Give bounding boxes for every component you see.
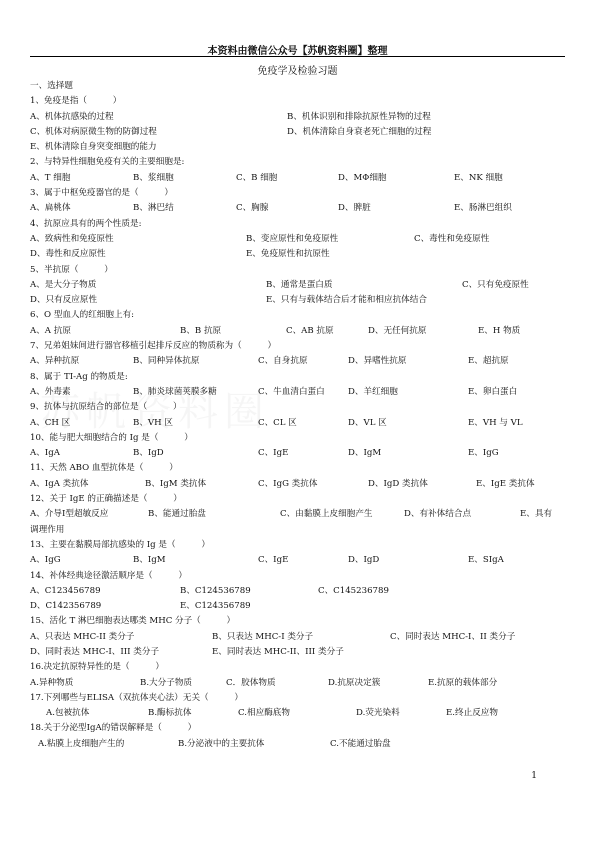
option: C、C145236789	[318, 585, 389, 596]
option: B、浆细胞	[133, 172, 174, 183]
option: B.分泌液中的主要抗体	[178, 738, 265, 749]
question-stem-text: 16.决定抗原特异性的是（ ）	[30, 662, 164, 673]
option: 调理作用	[30, 524, 65, 535]
question-stem-text: 17.下列哪些与ELISA（双抗体夹心法）无关（ ）	[30, 692, 244, 703]
option: C、B 细胞	[236, 172, 278, 183]
option-row	[30, 553, 565, 568]
option: A、机体抗感染的过程	[30, 111, 114, 122]
option: A、IgG	[30, 555, 61, 566]
option: D、异嗜性抗原	[348, 356, 407, 367]
option: E.终止反应物	[446, 708, 498, 719]
option-row	[30, 278, 565, 293]
option: E、免疫原性和抗原性	[246, 249, 330, 260]
question-stem	[30, 431, 565, 446]
question-stem	[30, 492, 565, 507]
option: E、C124356789	[180, 601, 251, 612]
question-stem	[30, 217, 565, 232]
option-row	[30, 201, 565, 216]
option: B、机体识别和排除抗原性异物的过程	[287, 111, 431, 122]
option: C、AB 抗原	[286, 325, 334, 336]
option: B、C124536789	[180, 585, 251, 596]
option: B.大分子物质	[140, 677, 193, 688]
page-title: 免疫学及检验习题	[257, 66, 338, 77]
option: A.粘膜上皮细胞产生的	[38, 738, 125, 749]
option: A、C123456789	[30, 585, 101, 596]
option-row	[30, 247, 565, 262]
header-rule	[30, 56, 565, 57]
option-row	[30, 477, 565, 492]
question-stem	[30, 370, 565, 385]
option: D、脾脏	[338, 203, 371, 214]
option: D、毒性和反应原性	[30, 249, 106, 260]
option: E.抗原的载体部分	[428, 677, 498, 688]
section-heading	[30, 79, 565, 94]
question-stem-text: 8、属于 TI-Ag 的物质是:	[30, 371, 128, 382]
option: B、肺炎球菌荚膜多糖	[133, 386, 217, 397]
option: B、通常是蛋白质	[266, 279, 333, 290]
question-stem	[30, 308, 565, 323]
option: C、由黏膜上皮细胞产生	[280, 509, 373, 520]
option: D、无任何抗原	[368, 325, 427, 336]
option: E、同时表达 MHC-II、III 类分子	[212, 646, 344, 657]
option: E、H 物质	[478, 325, 521, 336]
option: A、只表达 MHC-II 类分子	[30, 631, 135, 642]
option: D.抗原决定簇	[328, 677, 381, 688]
option-row	[30, 385, 565, 400]
option-row	[30, 293, 565, 308]
option: B、同种异体抗原	[133, 356, 200, 367]
question-stem	[30, 339, 565, 354]
question-stem-text: 1、免疫是指（ ）	[30, 96, 122, 107]
option: B、IgD	[133, 448, 164, 459]
question-stem	[30, 614, 565, 629]
option: E、具有	[520, 509, 553, 520]
option: D、同时表达 MHC-I、III 类分子	[30, 646, 160, 657]
option: E、NK 细胞	[454, 172, 503, 183]
question-stem-text: 18.关于分泌型IgA的错误解释是（ ）	[30, 723, 197, 734]
question-stem-text: 10、能与肥大细胞结合的 Ig 是（ ）	[30, 432, 193, 443]
question-stem-text: 7、兄弟姐妹间进行器官移植引起排斥反应的物质称为（ ）	[30, 341, 277, 352]
question-stem-text: 14、补体经典途径激活顺序是（ ）	[30, 570, 188, 581]
option-row	[30, 232, 565, 247]
option: B、变应原性和免疫原性	[246, 233, 339, 244]
option: C．胶体物质	[226, 677, 276, 688]
option: B、IgM	[133, 555, 166, 566]
option-continuation	[30, 523, 565, 538]
option: D、IgM	[348, 448, 382, 459]
option: A、CH 区	[30, 417, 71, 428]
option: E、只有与载体结合后才能和相应抗体结合	[266, 295, 427, 306]
option: D、C142356789	[30, 601, 102, 612]
question-stem-text: 12、关于 IgE 的正确描述是（ ）	[30, 494, 182, 505]
option: B、B 抗原	[180, 325, 222, 336]
question-stem	[30, 721, 565, 736]
option-row	[30, 125, 565, 140]
option: E、卵白蛋白	[468, 386, 518, 397]
option: C、毒性和免疫原性	[414, 233, 490, 244]
option: D、有补体结合点	[404, 509, 472, 520]
option-row	[30, 324, 565, 339]
option: C、CL 区	[258, 417, 297, 428]
option-row	[30, 446, 565, 461]
option: C.不能通过胎盘	[330, 738, 391, 749]
question-stem	[30, 461, 565, 476]
option: A.异种物质	[30, 677, 74, 688]
option: B、IgM 类抗体	[145, 478, 207, 489]
question-stem-text: 6、O 型血人的红细胞上有:	[30, 310, 135, 321]
question-stem-text: 11、天然 ABO 血型抗体是（ ）	[30, 463, 178, 474]
option: C、IgE	[258, 448, 289, 459]
option: B、只表达 MHC-I 类分子	[212, 631, 314, 642]
option-row	[30, 630, 565, 645]
question-stem	[30, 660, 565, 675]
option: C、自身抗原	[258, 356, 308, 367]
option: A、IgA 类抗体	[30, 478, 89, 489]
option: B、能通过胎盘	[148, 509, 206, 520]
option-row	[30, 171, 565, 186]
question-stem	[30, 186, 565, 201]
option: D、机体清除自身衰老死亡细胞的过程	[287, 126, 432, 137]
option: E、IgE 类抗体	[476, 478, 535, 489]
option: E、机体清除自身突变细胞的能力	[30, 142, 157, 153]
option: E、VH 与 VL	[468, 417, 523, 428]
page-header: 本资料由微信公众号【苏帆资料圈】整理	[207, 46, 388, 57]
option: A、A 抗原	[30, 325, 71, 336]
question-stem-text: 5、半抗原（ ）	[30, 264, 113, 275]
option-row	[30, 140, 565, 155]
option: A、IgA	[30, 448, 60, 459]
option: D、IgD	[348, 555, 380, 566]
option-row	[30, 645, 565, 660]
option: C、只有免疫原性	[462, 279, 529, 290]
option: C、机体对病原微生物的防御过程	[30, 126, 157, 137]
option-row	[30, 706, 565, 721]
page-number: 1	[531, 771, 537, 781]
question-stem	[30, 263, 565, 278]
option-row	[30, 354, 565, 369]
question-stem	[30, 94, 565, 109]
question-stem	[30, 400, 565, 415]
option: C.相应酶底物	[238, 708, 290, 719]
option: D、VL 区	[348, 417, 387, 428]
question-stem-text: 4、抗原应具有的两个性质是:	[30, 218, 142, 229]
option: C、牛血清白蛋白	[258, 386, 325, 397]
section-heading-text: 一、选择题	[30, 81, 73, 91]
question-stem-text: 13、主要在黏膜局部抗感染的 Ig 是（ ）	[30, 539, 210, 550]
option-row	[30, 416, 565, 431]
option: D、MΦ细胞	[338, 172, 387, 183]
option-row	[30, 737, 565, 752]
option-row	[30, 584, 565, 599]
option: A.包被抗体	[46, 708, 90, 719]
option-row	[30, 676, 565, 691]
option-row	[30, 599, 565, 614]
option-row	[30, 110, 565, 125]
option: E、SIgA	[468, 555, 504, 566]
option: A、是大分子物质	[30, 279, 97, 290]
option: A、T 细胞	[30, 172, 71, 183]
option: C、IgE	[258, 555, 289, 566]
option: E、IgG	[468, 448, 499, 459]
option: D、只有反应原性	[30, 295, 98, 306]
option: D、羊红细胞	[348, 386, 398, 397]
question-stem	[30, 569, 565, 584]
option: C、同时表达 MHC-I、II 类分子	[390, 631, 516, 642]
option: B、VH 区	[133, 417, 173, 428]
option: A、介导Ⅰ型超敏反应	[30, 509, 109, 520]
option: A、扁桃体	[30, 203, 71, 214]
option: E、超抗原	[468, 356, 509, 367]
question-stem	[30, 155, 565, 170]
option: D.荧光染料	[356, 708, 400, 719]
question-stem	[30, 538, 565, 553]
question-stem-text: 3、属于中枢免疫器官的是（ ）	[30, 188, 173, 199]
option: A、外毒素	[30, 386, 71, 397]
option: B.酶标抗体	[148, 708, 192, 719]
option: E、肠淋巴组织	[454, 203, 512, 214]
question-stem-text: 2、与特异性细胞免疫有关的主要细胞是:	[30, 157, 185, 168]
option: B、淋巴结	[133, 203, 174, 214]
question-stem	[30, 691, 565, 706]
option: D、IgD 类抗体	[368, 478, 428, 489]
option: A、致病性和免疫原性	[30, 233, 114, 244]
option: C、IgG 类抗体	[258, 478, 318, 489]
option-row	[30, 507, 565, 522]
option: C、胸腺	[236, 203, 269, 214]
question-list	[30, 79, 565, 752]
question-stem-text: 15、活化 T 淋巴细胞表达哪类 MHC 分子（ ）	[30, 616, 236, 627]
option: A、异种抗原	[30, 356, 80, 367]
question-stem-text: 9、抗体与抗原结合的部位是（ ）	[30, 402, 182, 413]
